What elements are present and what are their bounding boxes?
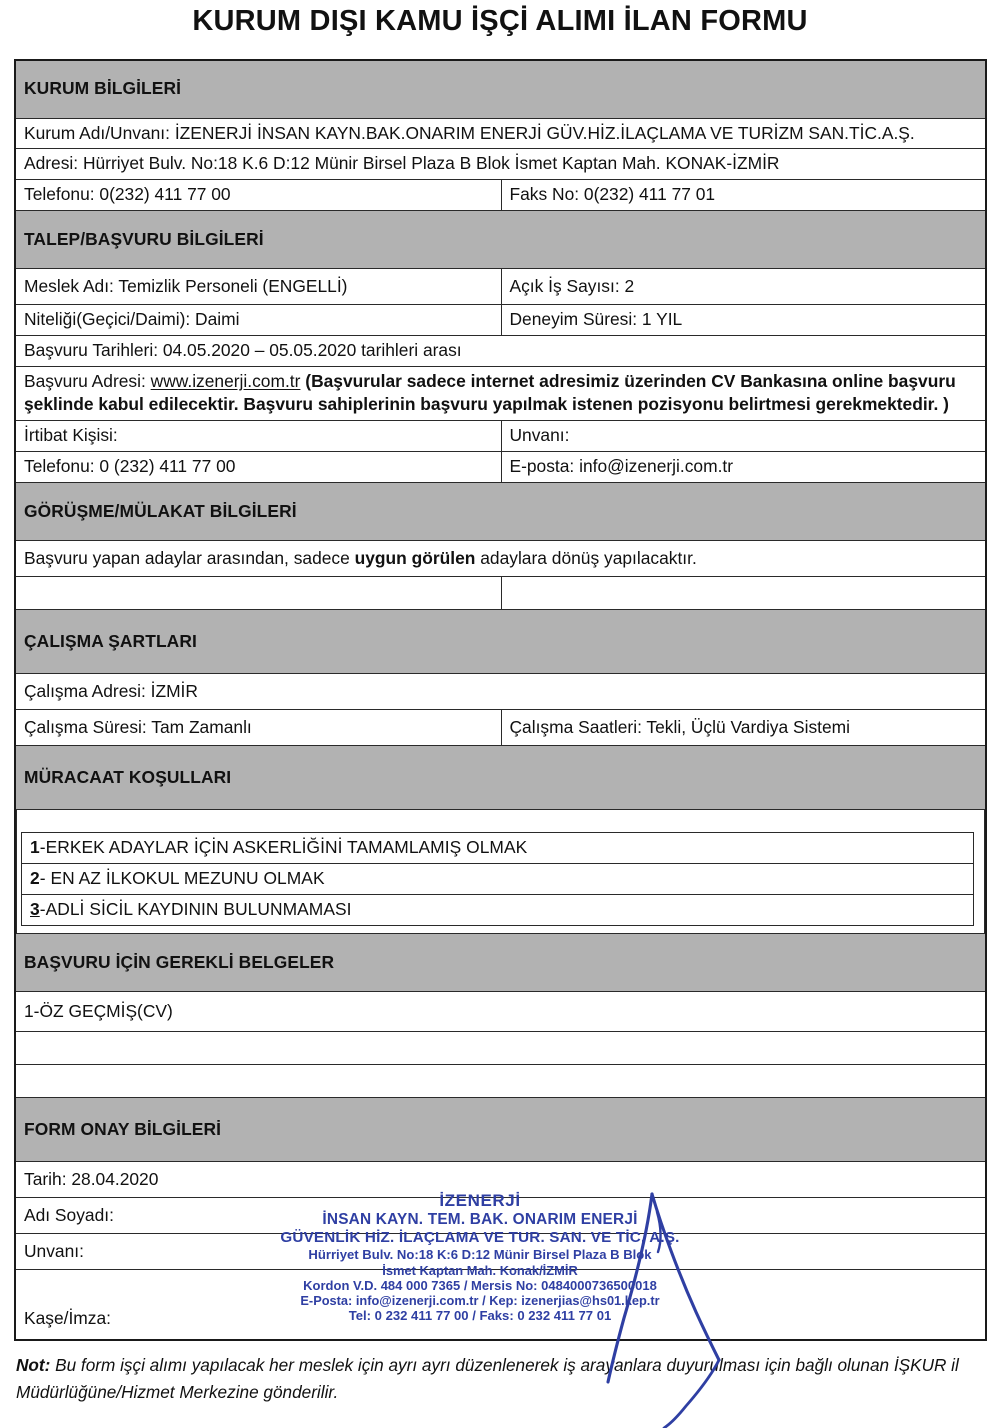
stamp-line-company: İZENERJİ: [439, 1191, 521, 1210]
requirement-item-3: [22, 895, 974, 926]
section-header-documents: [15, 934, 986, 992]
interview-text-after: adaylara dönüş yapılacaktır.: [475, 547, 697, 568]
row-document-3: [15, 1065, 986, 1098]
section-header-interview: [15, 483, 986, 541]
stamp-line-email: E-Posta: info@izenerji.com.tr / Kep: izenerjias@hs01.kep.tr: [300, 1293, 660, 1309]
stamp-line-business-2: GÜVENLİK HİZ. İLAÇLAMA VE TUR. SAN. VE TİC. A.Ş.: [280, 1229, 680, 1247]
requirement-row: [22, 864, 974, 895]
footer-note-text: Bu form işçi alımı yapılacak her meslek için ayrı ayrı düzenlenerek iş arayanlara duyurulması için bağlı olunan İŞKUR il Müdürlüğüne/Hizmet Merkezine gönderilir.: [16, 1355, 959, 1402]
document-item-2: [15, 1032, 986, 1065]
requirements-container: [15, 810, 986, 934]
footer-note-label: Not:: [16, 1355, 51, 1375]
requirements-table: [21, 832, 974, 926]
working-duration: Çalışma Süresi: Tam Zamanlı: [15, 710, 501, 746]
application-note: (Başvurular sadece internet adresimiz üzerinden CV Bankasına online başvuru şeklinde kabul edilecektir. Başvuru sahiplerinin başvuru yapılmak istenen pozisyonu belirtmesi gerekmektedir. ): [24, 371, 956, 415]
stamp-line-address-1: Hürriyet Bulv. No:18 K:6 D:12 Münir Birsel Plaza B Blok: [308, 1247, 652, 1263]
stamp-line-business-1: İNSAN KAYN. TEM. BAK. ONARIM ENERJİ: [322, 1211, 638, 1229]
stamp-line-phone: Tel: 0 232 411 77 00 / Faks: 0 232 411 77 01: [348, 1308, 612, 1324]
stamp-line-address-2: İsmet Kaptan Mah. Konak/İZMİR: [382, 1262, 578, 1278]
section-header-institution: [15, 60, 986, 118]
row-document-1: [15, 992, 986, 1032]
band-label-requirements: MÜRACAAT KOŞULLARI: [15, 746, 986, 810]
application-url[interactable]: www.izenerji.com.tr: [150, 371, 301, 392]
section-header-request: [15, 211, 986, 269]
requirements-inset: [16, 810, 985, 933]
requirement-row: [22, 833, 974, 864]
institution-name-cell: [15, 118, 986, 149]
row-application-dates: [15, 336, 986, 367]
row-approval-stamp: [15, 1270, 986, 1340]
band-label-approval: FORM ONAY BİLGİLERİ: [15, 1098, 986, 1162]
application-address-cell: [15, 367, 986, 421]
working-address: Çalışma Adresi: İZMİR: [15, 674, 986, 710]
job-title: Meslek Adı: Temizlik Personeli (ENGELLİ): [15, 269, 501, 305]
row-job-title: [15, 269, 986, 305]
row-interview-text: [15, 541, 986, 577]
row-contact-person: [15, 421, 986, 452]
approval-position: Unvanı:: [15, 1234, 986, 1270]
band-label-documents: BAŞVURU İÇİN GEREKLİ BELGELER: [15, 934, 986, 992]
contact-phone: Telefonu: 0 (232) 411 77 00: [15, 452, 501, 483]
contact-title-label: Unvanı:: [501, 421, 986, 452]
row-approval-position: [15, 1234, 986, 1270]
approval-date: Tarih: 28.04.2020: [15, 1162, 986, 1198]
row-working-time: [15, 710, 986, 746]
band-label-request: TALEP/BAŞVURU BİLGİLERİ: [15, 211, 986, 269]
row-approval-date: [15, 1162, 986, 1198]
institution-fax: Faks No: 0(232) 411 77 01: [501, 180, 986, 211]
stamp-line-tax: Kordon V.D. 484 000 7365 / Mersis No: 0484000736500018: [303, 1277, 657, 1293]
row-interview-blank: [15, 577, 986, 610]
application-address-label: Başvuru Adresi:: [24, 371, 146, 392]
job-nature: Niteliği(Geçici/Daimi): Daimi: [15, 305, 501, 336]
contact-email: E-posta: info@izenerji.com.tr: [501, 452, 986, 483]
page-title: KURUM DIŞI KAMU İŞÇİ ALIMI İLAN FORMU: [192, 5, 808, 37]
requirement-item-1: [22, 833, 974, 864]
requirement-text-1: -ERKEK ADAYLAR İÇİN ASKERLİĞİNİ TAMAMLAMIŞ OLMAK: [39, 837, 528, 858]
interview-text-emphasis: uygun görülen: [354, 547, 476, 568]
document-item-3: [15, 1065, 986, 1098]
experience-required: Deneyim Süresi: 1 YIL: [501, 305, 986, 336]
row-document-2: [15, 1032, 986, 1065]
institution-name-value: İZENERJİ İNSAN KAYN.BAK.ONARIM ENERJİ GÜV.HİZ.İLAÇLAMA VE TURİZM SAN.TİC.A.Ş.: [174, 122, 915, 143]
row-contact-details: [15, 452, 986, 483]
interview-blank-right: [501, 577, 986, 610]
row-requirements-list: [15, 810, 986, 934]
section-header-approval: [15, 1098, 986, 1162]
institution-phone: Telefonu: 0(232) 411 77 00: [15, 180, 501, 211]
section-header-working: [15, 610, 986, 674]
row-application-address: [15, 367, 986, 421]
approval-stamp-signature: Kaşe/İmza:: [15, 1270, 986, 1340]
job-posting-form-table: [14, 59, 987, 1341]
open-positions: Açık İş Sayısı: 2: [501, 269, 986, 305]
row-institution-contact: [15, 180, 986, 211]
interview-text-cell: [15, 541, 986, 577]
application-dates: Başvuru Tarihleri: 04.05.2020 – 05.05.2020 tarihleri arası: [15, 336, 986, 367]
footer-note: [16, 1352, 976, 1405]
requirement-item-2: [22, 864, 974, 895]
working-hours: Çalışma Saatleri: Tekli, Üçlü Vardiya Sistemi: [501, 710, 986, 746]
contact-person-label: İrtibat Kişisi:: [15, 421, 501, 452]
institution-address: Adresi: Hürriyet Bulv. No:18 K.6 D:12 Münir Birsel Plaza B Blok İsmet Kaptan Mah. KONAK-İZMİR: [15, 149, 986, 180]
band-label-working: ÇALIŞMA ŞARTLARI: [15, 610, 986, 674]
row-working-address: [15, 674, 986, 710]
approval-full-name: Adı Soyadı:: [15, 1198, 986, 1234]
interview-text-before: Başvuru yapan adaylar arasından, sadece: [24, 547, 355, 568]
institution-name-label: Kurum Adı/Unvanı:: [24, 122, 170, 143]
requirement-number-3: 3: [30, 899, 40, 920]
band-label-interview: GÖRÜŞME/MÜLAKAT BİLGİLERİ: [15, 483, 986, 541]
requirement-row: [22, 895, 974, 926]
requirement-text-2: - EN AZ İLKOKUL MEZUNU OLMAK: [39, 868, 325, 889]
section-header-requirements: [15, 746, 986, 810]
requirement-number-2: 2: [30, 868, 40, 889]
row-approval-name: [15, 1198, 986, 1234]
document-item-1: 1-ÖZ GEÇMİŞ(CV): [15, 992, 986, 1032]
interview-blank-left: [15, 577, 501, 610]
band-label-institution: KURUM BİLGİLERİ: [15, 60, 986, 118]
row-institution-address: [15, 149, 986, 180]
row-job-nature: [15, 305, 986, 336]
requirement-number-1: 1: [30, 837, 40, 858]
row-institution-name: [15, 118, 986, 149]
requirement-text-3: -ADLİ SİCİL KAYDININ BULUNMAMASI: [39, 899, 352, 920]
